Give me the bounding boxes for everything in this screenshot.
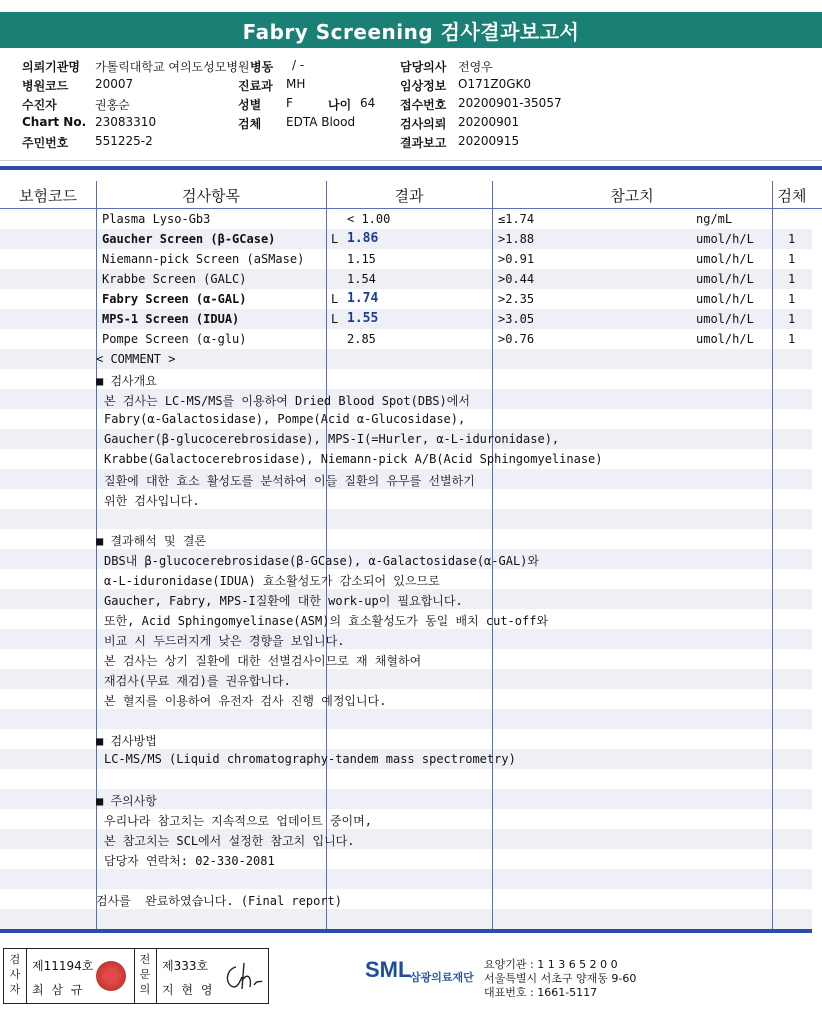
org-code: 요양기관 : 1 1 3 6 5 2 0 0: [484, 958, 618, 971]
clinical-info-value: O171Z0GK0: [458, 77, 532, 91]
tester-label: 검사자: [9, 953, 21, 996]
header-divider: [96, 181, 97, 209]
result-row: [0, 269, 812, 289]
low-flag: L: [331, 232, 339, 246]
reference-unit: umol/h/L: [696, 312, 754, 326]
test-name: Pompe Screen (α-glu): [102, 332, 247, 346]
doctor-value: 전영우: [458, 60, 493, 74]
signature-mark: [222, 959, 264, 995]
section-line: 또한, Acid Sphingomyelinase(ASM)의 효소활성도가 동일 배치 cut-off와: [104, 614, 549, 628]
reference-unit: ng/mL: [696, 212, 733, 226]
header-divider: [326, 181, 327, 209]
footer-divider: [0, 929, 812, 933]
specimen-no: 1: [788, 252, 796, 266]
reference-range: >1.88: [498, 232, 535, 246]
reference-range: >0.91: [498, 252, 535, 266]
resident-no-value: 551225-2: [95, 134, 153, 148]
reference-unit: umol/h/L: [696, 232, 754, 246]
result-value: 1.86: [347, 231, 379, 246]
institution-value: 가톨릭대학교 여의도성모병원: [95, 60, 250, 74]
chart-no-value: 23083310: [95, 115, 157, 129]
separator: [0, 160, 822, 161]
result-row: [0, 309, 812, 329]
chart-no-label: Chart No.: [22, 115, 87, 129]
section-line: Krabbe(Galactocerebrosidase), Niemann-pick A/B(Acid Sphingomyelinase): [104, 452, 603, 466]
final-note: 검사를 완료하였습니다. (Final report): [96, 894, 342, 908]
result-value: 1.54: [347, 272, 376, 286]
result-value: 1.15: [347, 252, 376, 266]
section-line: 재검사(무료 재검)를 권유합니다.: [104, 674, 291, 688]
test-name: Gaucher Screen (β-GCase): [102, 232, 276, 246]
sml-logo: SML: [365, 957, 412, 982]
low-flag: L: [331, 312, 339, 326]
reference-range: ≤1.74: [498, 212, 535, 226]
tester-number: 제11194호: [32, 959, 94, 973]
test-name: Fabry Screen (α-GAL): [102, 292, 247, 306]
result-value: 1.74: [347, 291, 379, 306]
result-row: [0, 329, 812, 349]
request-date-label: 검사의뢰: [400, 117, 447, 131]
section-heading: ■ 주의사항: [96, 794, 157, 808]
hospital-code-label: 병원코드: [22, 79, 69, 93]
doctor-label: 담당의사: [400, 60, 447, 74]
results-table-header: [0, 181, 822, 209]
section-line: Fabry(α-Galactosidase), Pompe(Acid α-Glucosidase),: [104, 412, 466, 426]
low-flag: L: [331, 292, 339, 306]
reference-range: >0.44: [498, 272, 535, 286]
department-value: MH: [286, 77, 306, 91]
report-date-label: 결과보고: [400, 136, 447, 150]
specialist-name: 지 현 영: [162, 983, 215, 997]
section-line: 질환에 대한 효소 활성도를 분석하여 이들 질환의 유무를 선별하기: [104, 474, 475, 488]
section-line: 본 참고치는 SCL에서 설정한 참고치 입니다.: [104, 834, 355, 848]
section-line: Gaucher(β-glucocerebrosidase), MPS-I(=Hurler, α-L-iduronidase),: [104, 432, 560, 446]
result-value: 2.85: [347, 332, 376, 346]
specimen-no: 1: [788, 332, 796, 346]
specimen-no: 1: [788, 272, 796, 286]
reference-unit: umol/h/L: [696, 292, 754, 306]
section-line: 담당자 연락처: 02-330-2081: [104, 854, 275, 868]
section-line: α-L-iduronidase(IDUA) 효소활성도가 감소되어 있으므로: [104, 574, 440, 588]
ward-label: 병동: [250, 60, 274, 74]
result-row: [0, 229, 812, 249]
header-divider: [492, 181, 493, 209]
test-name: Plasma Lyso-Gb3: [102, 212, 211, 226]
clinical-info-label: 임상정보: [400, 79, 447, 93]
hospital-code-value: 20007: [95, 77, 134, 91]
section-heading: ■ 검사방법: [96, 734, 157, 748]
ward-value: / -: [292, 58, 305, 72]
section-line: Gaucher, Fabry, MPS-I질환에 대한 work-up이 필요합니다.: [104, 594, 463, 608]
reference-range: >0.76: [498, 332, 535, 346]
comment-label: < COMMENT >: [96, 352, 176, 366]
specialist-number: 제333호: [162, 959, 209, 973]
report-title: Fabry Screening 검사결과보고서: [0, 12, 822, 48]
result-value: < 1.00: [347, 212, 391, 226]
results-body: [0, 209, 812, 929]
col-insurance-code: 보험코드: [19, 186, 77, 205]
receipt-no-value: 20200901-35057: [458, 96, 562, 110]
result-value: 1.55: [347, 311, 379, 326]
reference-unit: umol/h/L: [696, 332, 754, 346]
org-name: 삼광의료재단: [410, 971, 474, 984]
section-heading: ■ 결과해석 및 결론: [96, 534, 207, 548]
section-line: DBS내 β-glucocerebrosidase(β-GCase), α-Galactosidase(α-GAL)와: [104, 554, 539, 568]
report-date-value: 20200915: [458, 134, 520, 148]
patient-label: 수진자: [22, 98, 57, 112]
section-heading: ■ 검사개요: [96, 374, 157, 388]
section-line: 위한 검사입니다.: [104, 494, 200, 508]
resident-no-label: 주민번호: [22, 136, 69, 150]
request-date-value: 20200901: [458, 115, 520, 129]
specimen-no: 1: [788, 312, 796, 326]
patient-value: 권홍순: [95, 98, 130, 112]
org-details: [484, 958, 636, 1000]
org-address: 서울특별시 서초구 양재동 9-60: [484, 972, 637, 985]
section-line: 본 검사는 LC-MS/MS를 이용하여 Dried Blood Spot(DBS)에서: [104, 394, 470, 408]
test-name: Krabbe Screen (GALC): [102, 272, 247, 286]
header-divider: [772, 181, 773, 209]
seal-stamp: [96, 961, 126, 991]
specialist-label: 전문의: [139, 953, 151, 996]
sex-label: 성별: [238, 98, 262, 112]
result-row: [0, 209, 812, 229]
age-value: 64: [360, 96, 376, 110]
institution-label: 의뢰기관명: [22, 60, 80, 74]
section-line: 우리나라 참고치는 지속적으로 업데이트 중이며,: [104, 814, 372, 828]
col-specimen: 검체: [777, 186, 807, 205]
test-name: MPS-1 Screen (IDUA): [102, 312, 240, 326]
reference-unit: umol/h/L: [696, 272, 754, 286]
reference-unit: umol/h/L: [696, 252, 754, 266]
specimen-value: EDTA Blood: [286, 115, 356, 129]
separator: [0, 166, 822, 170]
reference-range: >2.35: [498, 292, 535, 306]
signature-box: [3, 948, 269, 1004]
tester-name: 최 삼 규: [32, 983, 85, 997]
patient-info: [0, 54, 822, 154]
section-line: 비교 시 두드러지게 낮은 경향을 보입니다.: [104, 634, 345, 648]
specimen-label: 검체: [238, 117, 262, 131]
sex-value: F: [286, 96, 293, 110]
section-line: 본 혈지를 이용하여 유전자 검사 진행 예정입니다.: [104, 694, 387, 708]
col-reference: 참고치: [610, 186, 654, 205]
result-row: [0, 289, 812, 309]
section-line: 본 검사는 상기 질환에 대한 선별검사이므로 재 채혈하여: [104, 654, 422, 668]
test-name: Niemann-pick Screen (aSMase): [102, 252, 305, 266]
age-label: 나이: [328, 98, 352, 112]
specimen-no: 1: [788, 292, 796, 306]
col-test-item: 검사항목: [182, 186, 240, 205]
specimen-no: 1: [788, 232, 796, 246]
org-phone: 대표번호 : 1661-5117: [484, 986, 598, 999]
department-label: 진료과: [238, 79, 273, 93]
result-row: [0, 249, 812, 269]
col-result: 결과: [394, 186, 424, 205]
section-line: LC-MS/MS (Liquid chromatography-tandem mass spectrometry): [104, 752, 516, 766]
reference-range: >3.05: [498, 312, 535, 326]
receipt-no-label: 접수번호: [400, 98, 447, 112]
